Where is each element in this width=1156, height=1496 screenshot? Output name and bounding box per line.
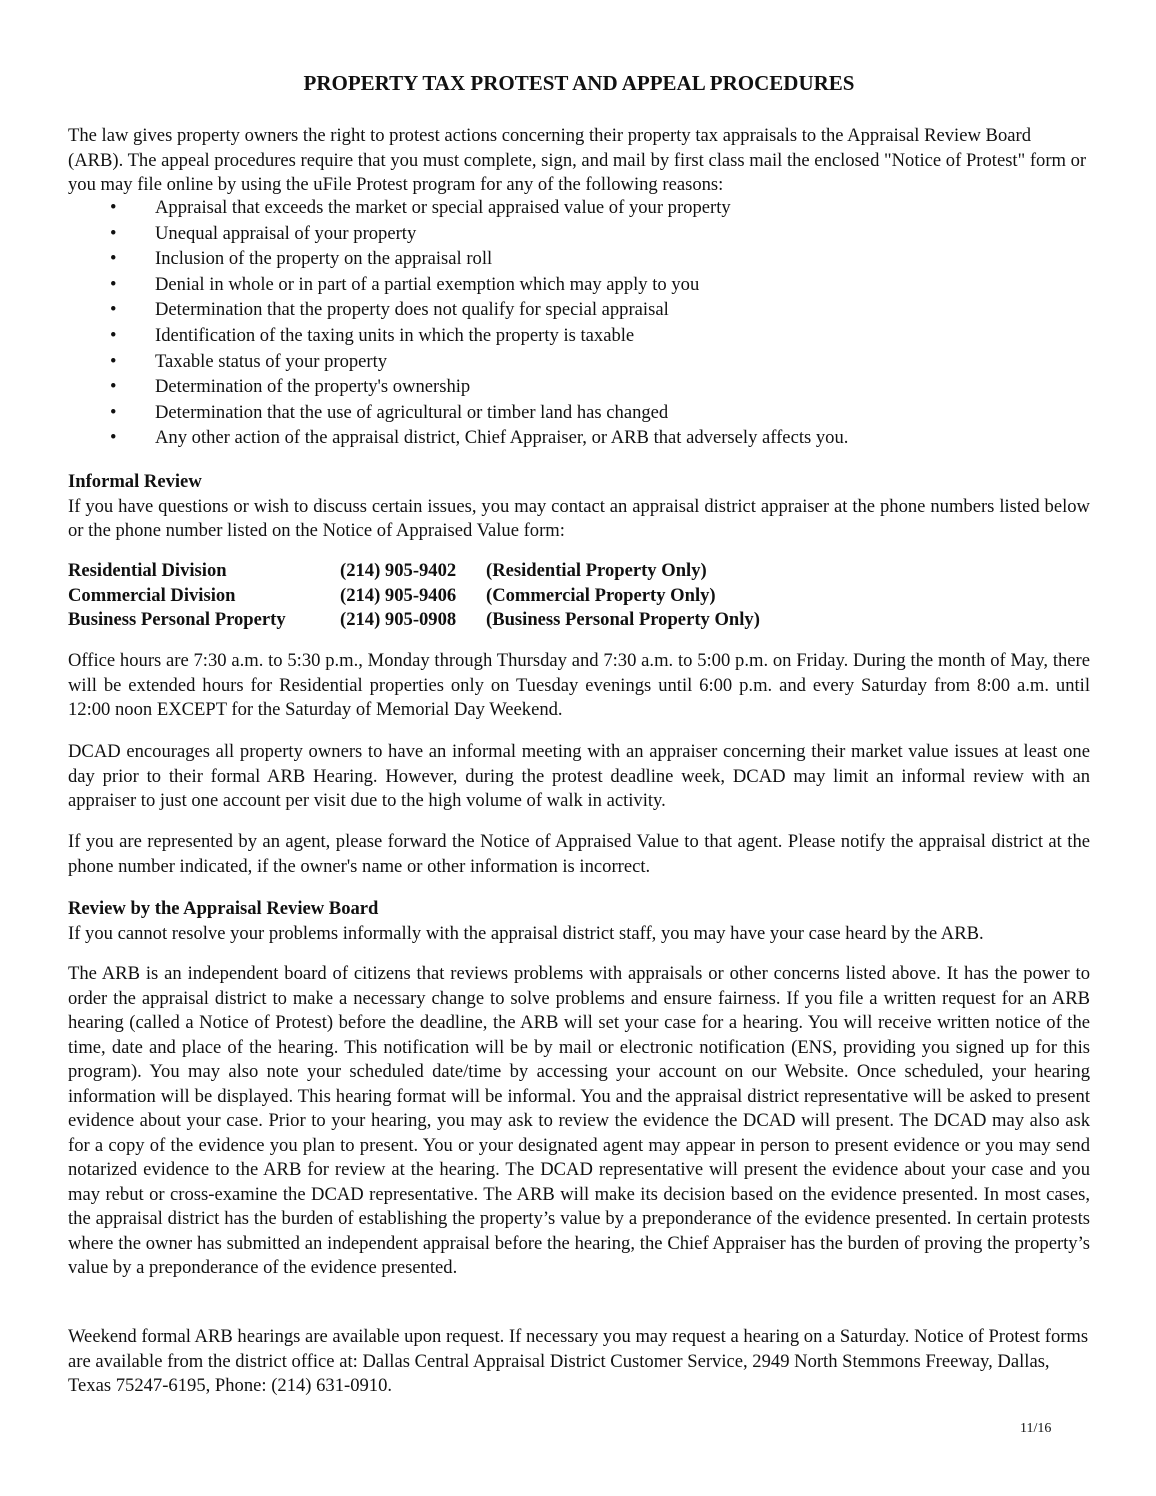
protest-reasons-list [110,195,1070,451]
protest-reason-text: Appraisal that exceeds the market or special appraised value of your property [155,197,731,218]
bullet-icon: • [110,273,117,295]
protest-reason-item [110,297,1070,323]
contact-division: Residential Division [68,560,227,581]
contact-phone: (214) 905-9406 [340,584,457,606]
informal-meeting-paragraph: DCAD encourages all property owners to have an informal meeting with an appraiser concerning their market value issues at least one day prior to their formal ARB Hearing. However, during the protest deadline week, DCAD may limit an informal review with an appraiser to just one account per visit due to the high volume of walk in activity. [68,741,1090,811]
protest-reason-item [110,195,1070,221]
bullet-icon: • [110,248,117,270]
office-hours-paragraph: Office hours are 7:30 a.m. to 5:30 p.m., Monday through Thursday and 7:30 a.m. to 5:00 p.m. on Friday. During the month of May, there will be extended hours for Residential properties only on Tuesday evenings until 6:00 p.m. and every Saturday from 8:00 a.m. until 12:00 noon EXCEPT for the Saturday of Memorial Day Weekend. [68,650,1090,720]
document-title: PROPERTY TAX PROTEST AND APPEAL PROCEDURES [303,71,855,95]
bullet-icon: • [110,299,117,321]
bullet-icon: • [110,376,117,398]
arb-description-paragraph: The ARB is an independent board of citizens that reviews problems with appraisals or other concerns listed above. It has the power to order the appraisal district to make a necessary change to solve problems and ensure fairness. If you file a written request for an ARB hearing (called a Notice of Protest) before the deadline, the ARB will set your case for a hearing. You will receive written notice of the time, date and place of the hearing. This notification will be by mail or electronic notification (ENS, providing you signed up for this program). You may also note your scheduled date/time by accessing your account on our Website. Once scheduled, your hearing information will be displayed. This hearing format will be informal. You and the appraisal district representative will be asked to present evidence about your case. Prior to your hearing, you may ask to review the evidence the DCAD will present. The DCAD may also ask for a copy of the evidence you plan to present. You or your designated agent may appear in person to present evidence or you may send notarized evidence to the ARB for review at the hearing. The DCAD representative will present the evidence about your case and you may rebut or cross-examine the DCAD representative. The ARB will make its decision based on the evidence presented. In most cases, the appraisal district has the burden of establishing the property’s value by a preponderance of the evidence presented. In certain protests where the owner has submitted an independent appraisal before the hearing, the Chief Appraiser has the burden of proving the property’s value by a preponderance of the evidence presented. [68,963,1090,1278]
protest-reason-item [110,425,1070,451]
protest-reason-text: Denial in whole or in part of a partial exemption which may apply to you [155,273,700,295]
review-board-section [68,897,1090,946]
bullet-icon: • [110,350,117,372]
bullet-icon: • [110,324,117,346]
protest-reason-item [110,221,1070,247]
contact-row [68,608,760,633]
page-number: 11/16 [1020,1421,1052,1436]
protest-reason-text: Inclusion of the property on the appraisal roll [155,248,493,270]
contact-row [68,584,760,609]
bullet-icon: • [110,197,117,218]
protest-reason-text: Determination of the property's ownership [155,376,471,398]
contact-table [68,559,760,633]
protest-reason-item [110,272,1070,298]
protest-reason-item [110,246,1070,272]
protest-reason-text: Determination that the property does not qualify for special appraisal [155,299,669,321]
informal-review-heading: Informal Review [68,471,202,492]
weekend-hearings-paragraph: Weekend formal ARB hearings are available upon request. If necessary you may request a hearing on a Saturday. Notice of Protest forms are available from the district office at: Dallas Central Appraisal District Customer Service, 2949 North Stemmons Freeway, Dallas, Texas 75247-6195, Phone: (214) 631-0910. [68,1326,1089,1396]
protest-reason-text: Any other action of the appraisal district, Chief Appraiser, or ARB that adversely affects you. [155,427,849,449]
intro-paragraph: The law gives property owners the right to protest actions concerning their property tax appraisals to the Appraisal Review Board (ARB). The appeal procedures require that you must complete, sign, and mail by first class mail the enclosed "Notice of Protest" form or you may file online by using the uFile Protest program for any of the following reasons: [68,125,1087,195]
protest-reason-text: Determination that the use of agricultural or timber land has changed [155,401,669,423]
informal-review-text: If you have questions or wish to discuss certain issues, you may contact an appraisal district appraiser at the phone numbers listed below or the phone number listed on the Notice of Appraised Value form: [68,495,1090,541]
contact-phone: (214) 905-0908 [340,609,457,630]
bullet-icon: • [110,401,117,423]
bullet-icon: • [110,427,117,449]
protest-reason-item [110,323,1070,349]
contact-scope: (Residential Property Only) [486,560,707,581]
contact-row [68,559,760,584]
contact-division: Commercial Division [68,584,236,606]
informal-review-section [68,470,1090,544]
review-board-text: If you cannot resolve your problems informally with the appraisal district staff, you may have your case heard by the ARB. [68,922,984,944]
contact-scope: (Business Personal Property Only) [486,609,760,630]
agent-paragraph: If you are represented by an agent, please forward the Notice of Appraised Value to that agent. Please notify the appraisal district at the phone number indicated, if the owner's name or other information is incorrect. [68,831,1090,877]
review-board-heading: Review by the Appraisal Review Board [68,898,379,919]
contact-division: Business Personal Property [68,609,286,630]
protest-reason-text: Unequal appraisal of your property [155,222,417,244]
contact-scope: (Commercial Property Only) [486,584,716,606]
bullet-icon: • [110,222,117,244]
contact-phone: (214) 905-9402 [340,560,457,581]
protest-reason-item [110,349,1070,375]
protest-reason-text: Taxable status of your property [155,350,388,372]
protest-reason-text: Identification of the taxing units in which the property is taxable [155,324,635,346]
protest-reason-item [110,374,1070,400]
protest-reason-item [110,400,1070,426]
